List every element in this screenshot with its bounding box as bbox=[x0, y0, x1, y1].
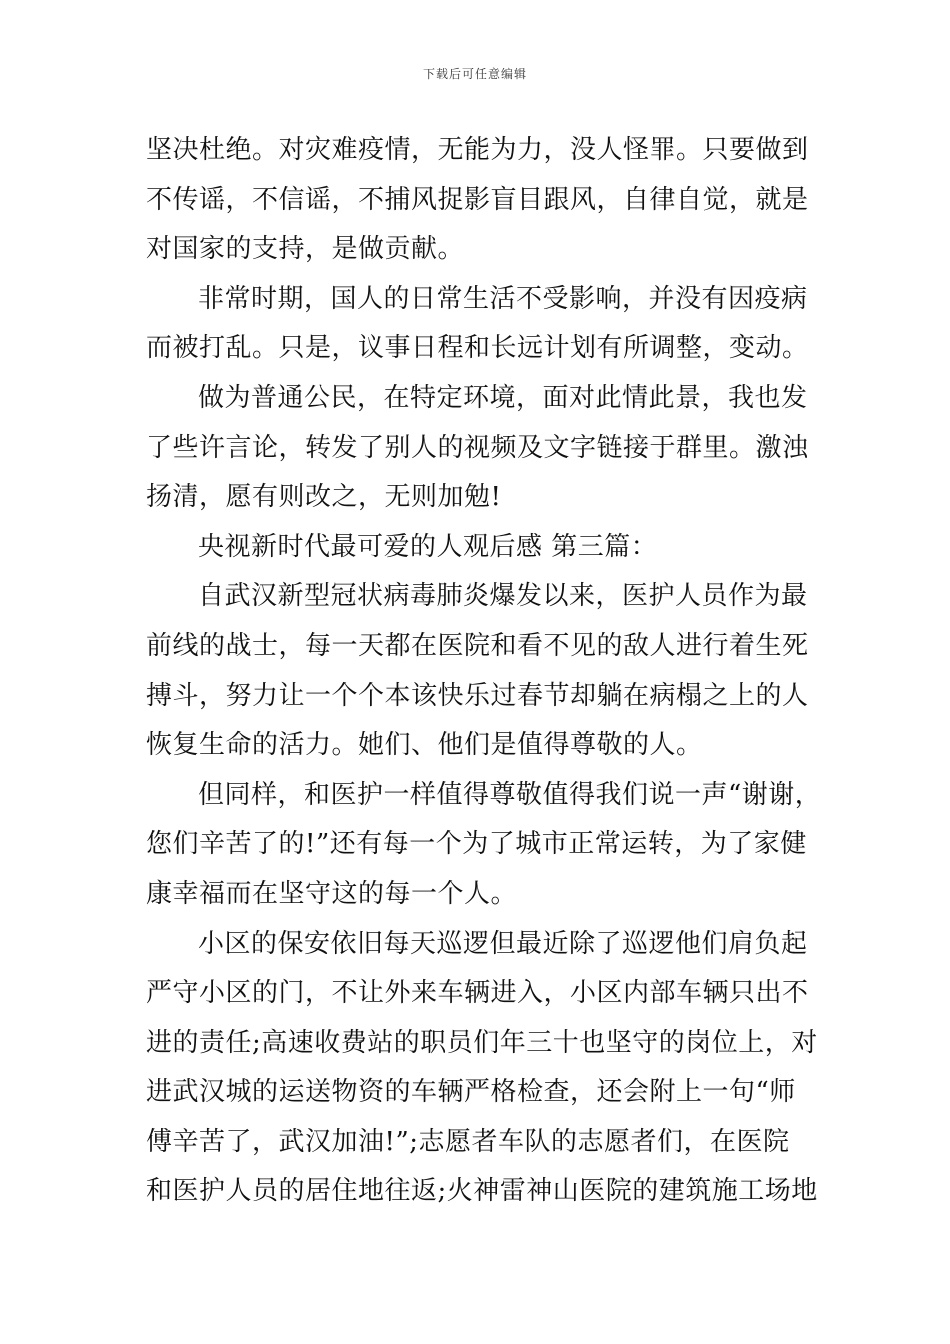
text-line: 不传谣，不信谣，不捕风捉影盲目跟风，自律自觉，就是 bbox=[146, 184, 809, 215]
text-line: 对国家的支持，是做贡献。 bbox=[146, 234, 465, 265]
text-line: 康幸福而在坚守这的每一个人。 bbox=[146, 878, 518, 909]
section-heading: 央视新时代最可爱的人观后感 第三篇： bbox=[198, 531, 658, 562]
text-line: 做为普通公民，在特定环境，面对此情此景，我也发 bbox=[198, 382, 808, 413]
text-line: 了些许言论，转发了别人的视频及文字链接于群里。激浊 bbox=[146, 432, 809, 463]
text-line: 自武汉新型冠状病毒肺炎爆发以来，医护人员作为最 bbox=[198, 581, 808, 612]
text-line: 恢复生命的活力。她们、他们是值得尊敬的人。 bbox=[146, 730, 703, 761]
text-line: 而被打乱。只是，议事日程和长远计划有所调整，变动。 bbox=[146, 333, 809, 364]
text-line: 严守小区的门，不让外来车辆进入，小区内部车辆只出不 bbox=[146, 978, 809, 1009]
text-line: 和医护人员的居住地往返;火神雷神山医院的建筑施工场地 bbox=[146, 1176, 818, 1207]
page-header-note: 下载后可任意编辑 bbox=[422, 67, 527, 81]
text-line: 小区的保安依旧每天巡逻但最近除了巡逻他们肩负起 bbox=[198, 928, 808, 959]
text-line: 进的责任;高速收费站的职员们年三十也坚守的岗位上，对 bbox=[146, 1027, 818, 1058]
text-line: 进武汉城的运送物资的车辆严格检查，还会附上一句“师 bbox=[146, 1077, 796, 1108]
text-line: 您们辛苦了的!”还有每一个为了城市正常运转，为了家健 bbox=[146, 829, 807, 860]
text-line: 傅辛苦了，武汉加油!”;志愿者车队的志愿者们，在医院 bbox=[146, 1126, 790, 1157]
text-line: 扬清，愿有则改之，无则加勉! bbox=[146, 482, 502, 513]
text-line: 前线的战士，每一天都在医院和看不见的敌人进行着生死 bbox=[146, 630, 809, 661]
body-text bbox=[146, 126, 822, 1217]
text-line: 坚决杜绝。对灾难疫情，无能为力，没人怪罪。只要做到 bbox=[146, 135, 809, 165]
text-line: 但同样，和医护一样值得尊敬值得我们说一声“谢谢， bbox=[198, 779, 822, 810]
text-line: 搏斗，努力让一个个本该快乐过春节却躺在病榻之上的人 bbox=[146, 680, 809, 711]
text-line: 非常时期，国人的日常生活不受影响，并没有因疫病 bbox=[198, 283, 808, 314]
